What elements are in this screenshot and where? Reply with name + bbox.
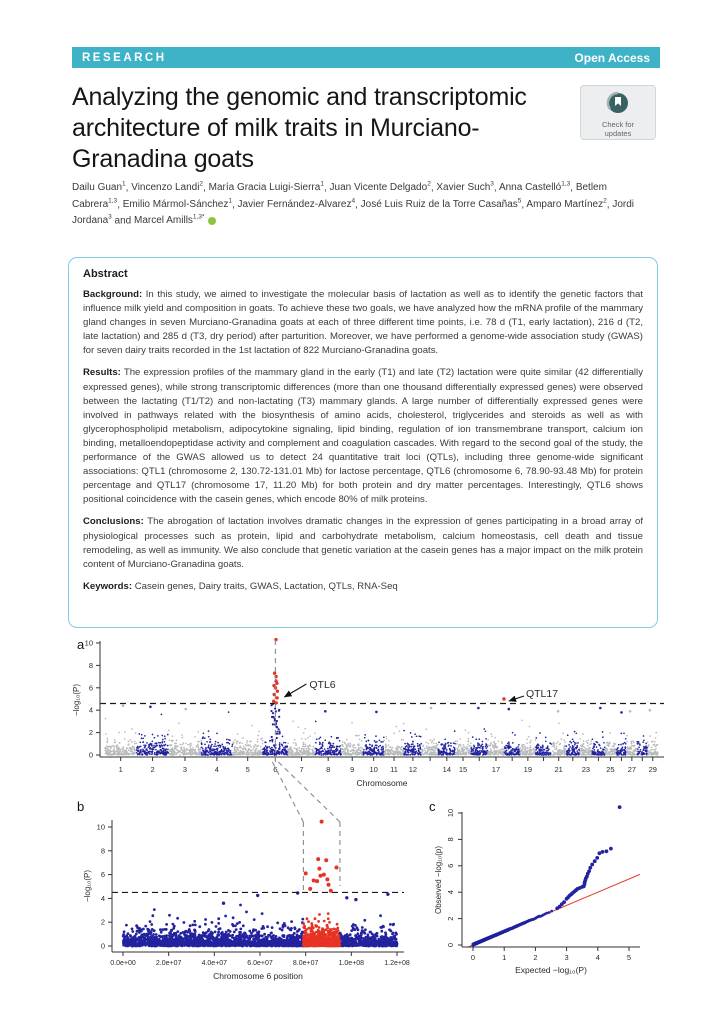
significant-snps xyxy=(272,638,506,705)
svg-text:1: 1 xyxy=(118,765,123,774)
panel-b-chr6-plot xyxy=(83,820,410,981)
author: Marcel Amills$^{1,3*}$ xyxy=(134,214,205,227)
svg-text:23: 23 xyxy=(581,765,591,774)
svg-text:15: 15 xyxy=(458,765,468,774)
panel-a-letter: a xyxy=(77,637,85,652)
author: Dailu Guan$^1$ xyxy=(72,181,126,194)
qtl6-label: QTL6 xyxy=(309,679,336,691)
svg-text:6: 6 xyxy=(88,683,93,693)
svg-text:4: 4 xyxy=(214,765,219,774)
orcid-icon[interactable] xyxy=(208,217,216,225)
gwas-figure xyxy=(0,630,724,1023)
svg-text:4: 4 xyxy=(88,705,93,715)
svg-text:5: 5 xyxy=(245,765,250,774)
abstract-results: Results: The expression profiles of the mammary gland in the early (T1) and late (T2) lactation were quite similar (42 differentially expressed genes), while strong transcriptomic differences (more than one thousand differentially expressed genes) were observed between the lactating (T1/T2) and non-lactating (T3) mammary glands. A large number of differentially expressed genes were involved in pathways related with the biosynthesis of amino acids, cholesterol, triglycerides and steroids as well as with glycerophospholipid metabolism, adipocytokine signaling, lipid binding, regulation of ion transmembrane transport, calcium ion binding, metalloendopeptidase activity and complement and coagulation cascades. With regard to the second goal of the study, the performance of the GWAS allowed us to detect 24 quantitative trait loci (QTLs), including three genome-wide significant associations: QTL1 (chromosome 2, 130.72-131.01 Mb) for lactose percentage, QTL6 (chromosome 6, 78.90-93.48 Mb) for protein percentage and QTL17 (chromosome 17, 11.20 Mb) for both protein and dry matter percentages. Interestingly, QTL6 shows positional coincidence with the casein genes, which encode 80% of milk proteins. xyxy=(83,367,643,506)
svg-text:0: 0 xyxy=(88,750,93,760)
panel-b-letter: b xyxy=(77,799,85,814)
author: Betlem Cabrera$^{1,3}$ xyxy=(72,182,607,210)
author: Anna Castelló$^{1,3}$ xyxy=(498,181,571,194)
author: José Luis Ruiz de la Torre Casañas$^5$ xyxy=(360,197,522,210)
author: Javier Fernández-Alvarez$^4$ xyxy=(237,197,356,210)
abstract-heading: Abstract xyxy=(83,268,128,280)
panel-a-xlabel: Chromosome xyxy=(356,778,408,788)
abstract-keywords: Keywords: Casein genes, Dairy traits, GWAS, Lactation, QTLs, RNA-Seq xyxy=(83,580,398,592)
chr6-points xyxy=(122,820,399,948)
check-updates-text-1: Check for xyxy=(601,120,635,129)
svg-text:8: 8 xyxy=(326,765,331,774)
open-access-label: Open Access xyxy=(574,50,650,65)
panel-c-axes xyxy=(458,812,640,951)
svg-text:29: 29 xyxy=(648,765,657,774)
manhattan-points xyxy=(104,703,658,756)
author: Amparo Martínez$^2$ xyxy=(526,197,607,210)
title-line-3: Granadina goats xyxy=(72,145,254,173)
panel-c-ylabel: Observed −log₁₀(p) xyxy=(434,845,443,915)
qtl17-point xyxy=(502,697,505,700)
svg-text:19: 19 xyxy=(523,765,533,774)
qq-points xyxy=(472,805,622,946)
author: Juan Vicente Delgado$^2$ xyxy=(329,181,431,194)
author: Jordi Jordana$^3$ xyxy=(72,198,634,227)
panel-c-xlabel: Expected −log₁₀(P) xyxy=(515,965,587,975)
crossmark-icon xyxy=(606,91,630,115)
abstract-conclusions: Conclusions: The abrogation of lactation involves dramatic changes in the expression of genes participating in a broad array of physiological processes such as protein, lipid and carbohydrate metabolism, calcium homeostasis, cell death and tissue remodeling, as well as immunity. We also conclude that genetic variation at the casein genes has a major impact on the milk protein content of Murciano-Granadina goats. xyxy=(83,516,643,570)
panel-a-manhattan-plot xyxy=(72,638,664,788)
article-title xyxy=(72,82,577,175)
svg-text:27: 27 xyxy=(627,765,637,774)
svg-text:12: 12 xyxy=(408,765,418,774)
svg-text:6: 6 xyxy=(273,765,278,774)
panel-b-xlabel: Chromosome 6 position xyxy=(213,971,303,981)
abstract-box xyxy=(68,257,658,628)
author: María Gracia Luigi-Sierra$^1$ xyxy=(208,181,324,194)
panel-b-ylabel: −log₁₀(P) xyxy=(83,869,92,903)
author: Xavier Such$^3$ xyxy=(436,181,494,194)
svg-text:17: 17 xyxy=(491,765,501,774)
qtl17-label: QTL17 xyxy=(525,688,559,700)
svg-text:21: 21 xyxy=(554,765,563,774)
title-line-2: architecture of milk traits in Murciano- xyxy=(72,114,480,142)
panel-a-ylabel: −log₁₀(P) xyxy=(72,683,81,717)
check-updates-badge[interactable] xyxy=(580,85,656,140)
research-label: RESEARCH xyxy=(82,51,167,64)
title-line-1: Analyzing the genomic and transcriptomic xyxy=(72,83,527,111)
journal-type-bar xyxy=(72,47,660,68)
svg-text:10: 10 xyxy=(369,765,378,774)
svg-text:3: 3 xyxy=(182,765,188,774)
svg-text:25: 25 xyxy=(606,765,615,774)
svg-text:2: 2 xyxy=(88,728,93,738)
author-list: Dailu Guan$^1$, Vincenzo Landi$^2$, María Gracia Luigi-Sierra$^1$, Juan Vicente Delgado$^2$, Xavier Such$^3$, Anna Castelló$^{1,3}$, Betlem Cabrera$^{1,3}$, Emilio Mármol-Sánchez$^1$, Javier Fernández-Alvarez$^4$, José Luis Ruiz de la Torre Casañas$^5$, Amparo Martínez$^2$, Jordi Jordana$^3$ and Marcel Amills$^{1,3*}$ xyxy=(72,181,634,227)
author: Emilio Mármol-Sánchez$^1$ xyxy=(122,197,232,210)
svg-text:10: 10 xyxy=(84,638,93,648)
svg-text:14: 14 xyxy=(442,765,452,774)
panel-c-letter: c xyxy=(429,799,436,814)
svg-text:2: 2 xyxy=(150,765,155,774)
svg-text:9: 9 xyxy=(350,765,355,774)
svg-text:11: 11 xyxy=(390,765,398,774)
panel-c-qq-plot xyxy=(434,805,640,975)
check-updates-text-2: updates xyxy=(604,129,632,139)
qtl-annotations xyxy=(284,679,558,701)
abstract-background: Background: In this study, we aimed to investigate the molecular basis of lactation as well as to identify the genetic factors that influence milk yield and composition in goats. To achieve these two goals, we have analyzed how the mRNA profile of the mammary gland changes in seven Murciano-Granadina goats at each of three different time points, i.e. 78 d (T1, early lactation), 216 d (T2, late lactation) and 285 d (T3, dry period) after parturition. Moreover, we have performed a genome-wide association study (GWAS) for seven dairy traits recorded in the 1st lactation of 822 Murciano-Granadina goats. xyxy=(83,289,643,357)
svg-text:8: 8 xyxy=(88,660,93,670)
svg-text:7: 7 xyxy=(299,765,304,774)
author: Vincenzo Landi$^2$ xyxy=(131,181,204,194)
